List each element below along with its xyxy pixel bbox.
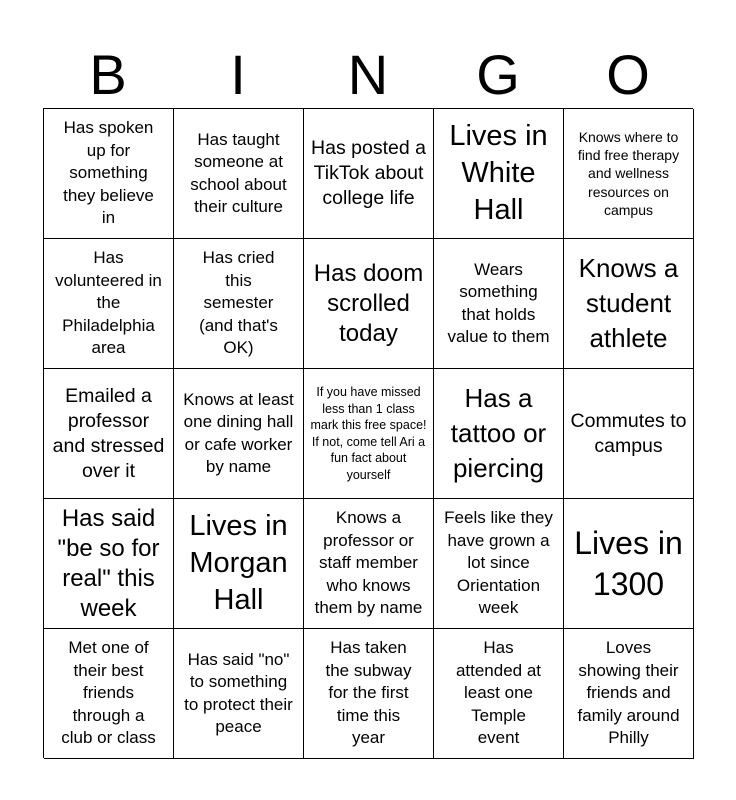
bingo-cell[interactable]: [304, 499, 434, 629]
header-letter-i: I: [230, 43, 246, 106]
bingo-cell[interactable]: [564, 629, 694, 759]
cell-text: Has spoken up for something they believe in: [63, 118, 154, 228]
cell-text: Wears something that holds value to them: [447, 259, 550, 346]
cell-text: Has cried this semester (and that's OK): [199, 248, 278, 358]
bingo-cell[interactable]: [304, 629, 434, 759]
header-letter-b: B: [89, 43, 127, 106]
bingo-cell[interactable]: [564, 499, 694, 629]
bingo-header: [43, 42, 693, 108]
bingo-cell[interactable]: [304, 239, 434, 369]
bingo-cell[interactable]: [174, 499, 304, 629]
cell-text: Has doom scrolled today: [313, 259, 424, 347]
free-space-cell[interactable]: [304, 369, 434, 499]
bingo-cell[interactable]: [564, 109, 694, 239]
bingo-cell[interactable]: [44, 499, 174, 629]
bingo-cell[interactable]: [44, 109, 174, 239]
bingo-cell[interactable]: [564, 369, 694, 499]
cell-text: Lives in Morgan Hall: [189, 510, 288, 616]
bingo-cell[interactable]: [174, 239, 304, 369]
cell-text: Has said "no" to something to protect their peace: [184, 649, 293, 736]
bingo-cell[interactable]: [174, 629, 304, 759]
cell-text: Has posted a TikTok about college life: [311, 137, 426, 209]
bingo-cell[interactable]: [44, 239, 174, 369]
cell-text: Met one of their best friends through a club or class: [61, 638, 156, 748]
cell-text: Knows at least one dining hall or cafe worker by name: [183, 389, 294, 476]
cell-text: Loves showing their friends and family around Philly: [577, 638, 680, 748]
header-letter-o: O: [606, 43, 650, 106]
header-letter-n: N: [347, 43, 389, 106]
bingo-cell[interactable]: [174, 109, 304, 239]
bingo-cell[interactable]: [174, 369, 304, 499]
cell-text: Has said "be so for real" this week: [57, 504, 160, 622]
bingo-cell[interactable]: [434, 109, 564, 239]
bingo-cell[interactable]: [434, 239, 564, 369]
bingo-board: [43, 108, 693, 758]
bingo-cell[interactable]: [434, 499, 564, 629]
cell-text: Has attended at least one Temple event: [455, 638, 542, 748]
cell-text: Commutes to campus: [570, 409, 687, 457]
cell-text: Lives in 1300: [574, 524, 683, 602]
bingo-cell[interactable]: [304, 109, 434, 239]
bingo-cell[interactable]: [434, 629, 564, 759]
cell-text: Knows a student athlete: [578, 253, 679, 353]
bingo-cell[interactable]: [434, 369, 564, 499]
cell-text: Feels like they have grown a lot since Orientation week: [444, 508, 553, 618]
bingo-cell[interactable]: [44, 629, 174, 759]
cell-text: If you have missed less than 1 class mark this free space! If not, come tell Ari a fun fact about yourself: [310, 385, 427, 482]
cell-text: Knows where to find free therapy and wellness resources on campus: [577, 128, 680, 218]
cell-text: Emailed a professor and stressed over it: [52, 384, 165, 482]
cell-text: Has a tattoo or piercing: [450, 383, 547, 483]
cell-text: Knows a professor or staff member who knows them by name: [314, 508, 423, 618]
header-letter-g: G: [476, 43, 520, 106]
bingo-cell[interactable]: [564, 239, 694, 369]
cell-text: Has taught someone at school about their culture: [190, 129, 287, 216]
bingo-cell[interactable]: [44, 369, 174, 499]
cell-text: Has volunteered in the Philadelphia area: [55, 248, 162, 358]
cell-text: Lives in White Hall: [449, 120, 548, 226]
cell-text: Has taken the subway for the first time this year: [325, 638, 412, 748]
